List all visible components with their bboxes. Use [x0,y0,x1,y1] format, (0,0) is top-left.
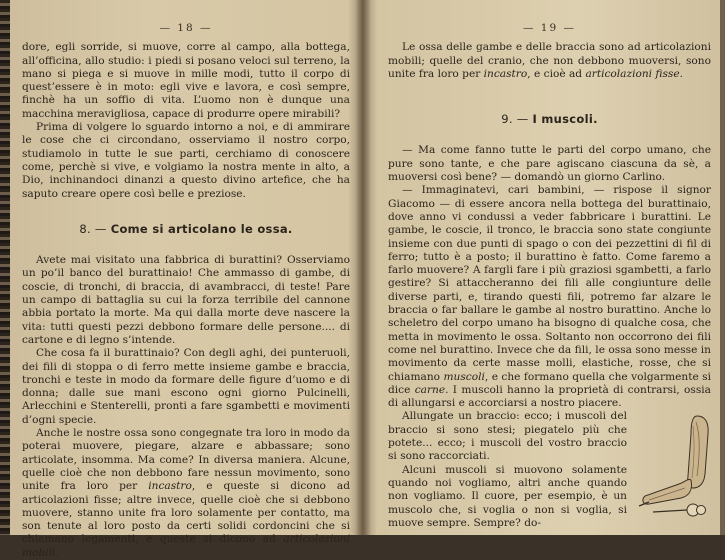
section-number: 9. — [501,112,529,127]
paragraph [388,41,711,81]
text-run: , e cioè ad [527,67,586,80]
paragraph: Avete mai visitato una fabbrica di burattini? Osserviamo un po’il banco del burattinaio! Che ammasso di gambe, di coscie, di tronchi, di braccia, di avambracci, di teste! Pare un campo di battaglia su cui la forza terribile del cannone abbia portato la morte. Ma qui dalla morte deve nascere la vita: tutti questi pezzi debbono formare delle persone.... di cartone e di legno s’intende. [22,254,350,346]
page-stack-edge-right [720,0,725,535]
italic-term: articolazioni mobili [22,533,350,559]
text-run: . I muscoli hanno la proprietà di contrarsi, ossia di allungarsi e accorciarsi a nostro piacere. [388,383,711,410]
text-run: Anche le nostre ossa sono congegnate tra loro in modo da poterai muovere, piegare, alzare e abbassare; sono articolate, insomma. Ma come? In diversa maniera. Alcune, quelle cioè che non debbono fare nessun movimento, sono unite fra loro per [22,427,350,493]
text-run: Le ossa delle gambe e delle braccia sono ad articolazioni mobili; quelle del cranio, che non debbono muoversi, sono unite fra loro per [388,41,711,80]
paragraph: dore, egli sorride, si muove, corre al campo, alla bottega, all’officina, allo studio: i piedi si posano veloci sul terreno, la mano si piega e si muove in mille modi, tutto il corpo di quest’essere è in moto: egli vive e lavora, e così sempre, finchè ha un soffio di vita. L’uomo non è dunque una macchina meravigliosa, capace di produrre opere mirabili? [22,41,350,120]
book-gutter [355,0,371,535]
section-number: 8. — [79,221,107,236]
italic-term: incastro [148,480,192,493]
italic-term: incastro [483,67,528,80]
paragraph: Allungate un braccio: ecco; i muscoli del braccio si sono stesi; piegatelo più che potete... ecco; i muscoli del vostro braccio si sono raccorciati. [388,410,627,463]
paragraph [388,184,711,410]
paragraph [22,427,350,560]
paragraph: Prima di volgere lo sguardo intorno a noi, e di ammirare le cose che ci circondano, osserviamo il nostro corpo, studiamolo in tutte le sue parti, cerchiamo di conoscere come, perchè si vive, e volgiamo la nostra mente in alto, a Dio, inchinandoci dinanzi a questo divino artefice, che ha saputo creare opere così belle e preziose. [22,121,350,200]
text-run: . [679,67,684,80]
left-page [22,22,351,559]
paragraph: Alcuni muscoli si muovono solamente quando noi vogliamo, altri anche quando non vogliamo. Il cuore, per esempio, è un muscolo che, si voglia o non si voglia, si muove sempre. Sempre? do- [388,463,627,529]
section-heading [388,113,711,126]
right-page [388,22,711,527]
page-number: — 19 — [522,22,577,34]
text-run: , e queste si dicono ad articolazioni fisse; altre invece, quelle cioè che si debbono muovere, stanno unite fra loro solamente per contatto, ma son tenute al loro posto da certi solidi cordoncini che si chiamano legamenti, e queste si dicono ad [22,480,351,546]
paragraph: Che cosa fa il burattinaio? Con degli aghi, dei punteruoli, dei fili di stoppa o di ferro mette insieme gambe e braccia, tronchi e teste in modo da formare delle figure d’uomo e di donna; dalle sue mani escono ogni giorno Pulcinelli, Arlecchini e Stenterelli, pronti a fare sgambetti e movimenti d’ogni specie. [22,347,350,426]
section-title: I muscoli. [532,112,598,127]
text-run: . [55,546,59,559]
italic-term: muscoli [443,370,485,383]
paragraph: — Ma come fanno tutte le parti del corpo umano, che pure sono tante, e che pare agiscano ciascuna da sè, a muoversi così bene? — domandò un giorno Carlino. [388,144,711,184]
italic-term: articolazioni fisse [585,67,680,80]
italic-term: carne [414,383,446,396]
text-run: , e che formano quella che volgarmente si dice [388,370,712,396]
page-number: — 18 — [159,22,213,34]
section-heading [22,223,350,236]
section-title: Come si articolano le ossa. [110,221,293,236]
arm-muscle-illustration-icon [633,414,715,520]
page-stack-edge-left [0,0,10,535]
text-run: — Immaginatevi, cari bambini, — rispose il signor Giacomo — di essere ancora nella bottega del burattinaio, dove anno vi condussi a veder fabbricare i burattini. Le gambe, le coscie, il tronco, le braccia sono state congiunte insieme con due punti di spago o con dei pezzettini di fil di ferro; tutto è a posto; il burattino è fatto. Come faremo a farlo muovere? A fargli fare i più graziosi sgambetti, a farlo gestire? Si attaccheranno dei fili alle congiunture delle diverse parti, e, tirando questi fili, potremo far alzare le braccia o far ballare le gambe al nostro burattino. Anche lo scheletro del corpo umano ha bisogno di qualche cosa, che metta in movimento le ossa. Soltanto non occorrono dei fili come nel burattino. Invece che da fili, le ossa sono messe in movimento da certe masse molli, elastiche, rosse, che si chiamano [388,184,711,383]
